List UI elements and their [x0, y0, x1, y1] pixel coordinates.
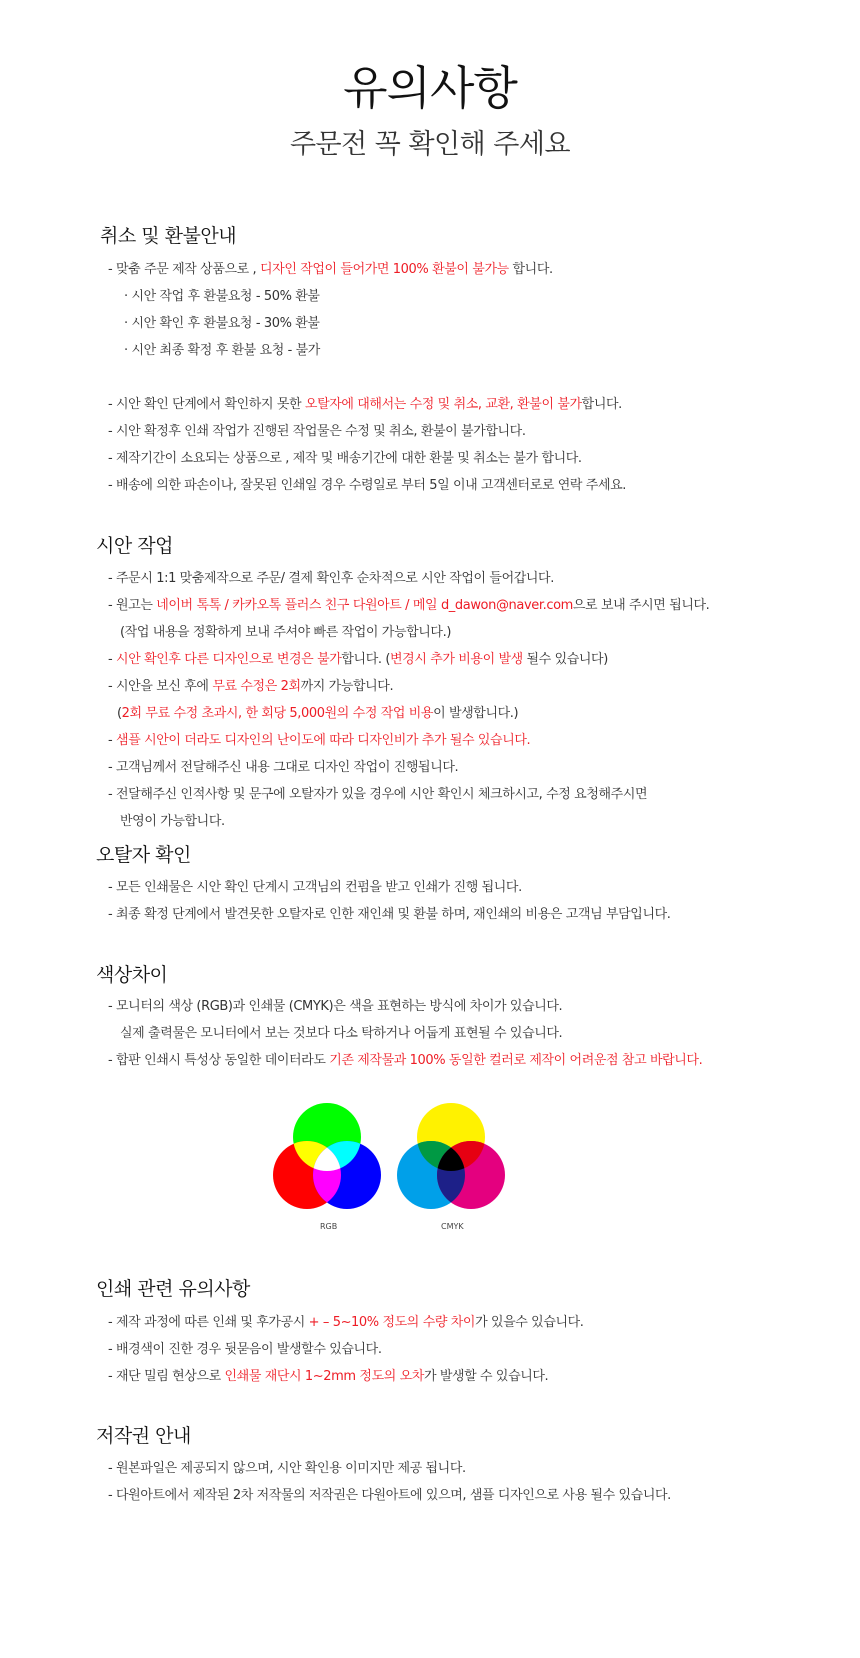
refund-line	[124, 285, 320, 304]
color-line	[108, 1049, 702, 1068]
draft-line	[108, 675, 393, 694]
refund-line	[108, 420, 526, 439]
line-text: - 모든 인쇄물은 시안 확인 단계시 고객님의 컨펌을 받고 인쇄가 진행 됩니다.	[108, 880, 522, 895]
typo-heading: 오탈자 확인	[96, 844, 191, 866]
draft-line	[108, 729, 530, 748]
refund-heading: 취소 및 환불안내	[100, 225, 237, 247]
line-text: - 고객님께서 전달해주신 내용 그대로 디자인 작업이 진행됩니다.	[108, 760, 459, 775]
highlight-text: 인쇄물 재단시 1~2mm 정도의 오차	[224, 1369, 424, 1384]
highlight-text: 시안 확인후 다른 디자인으로 변경은 불가	[116, 652, 342, 667]
print-line	[108, 1365, 548, 1384]
line-text: 합니다.	[581, 397, 622, 412]
line-text: · 시안 작업 후 환불요청 - 50% 환불	[124, 289, 320, 304]
print-heading: 인쇄 관련 유의사항	[96, 1278, 250, 1300]
color-heading: 색상차이	[96, 964, 168, 986]
draft-line	[108, 648, 608, 667]
line-text: - 원본파일은 제공되지 않으며, 시안 확인용 이미지만 제공 됩니다.	[108, 1461, 466, 1476]
highlight-text: 네이버 톡톡 / 카카오톡 플러스 친구 다원아트 / 메일 d_dawon@naver.com	[156, 598, 573, 613]
color-line	[120, 1022, 562, 1041]
line-text: 합니다. (	[341, 652, 391, 667]
refund-line	[108, 393, 622, 412]
line-text: - 합판 인쇄시 특성상 동일한 데이터라도	[108, 1053, 330, 1068]
draft-line	[120, 621, 451, 640]
line-text: - 제작기간이 소요되는 상품으로 , 제작 및 배송기간에 대한 환불 및 취소는 불가 합니다.	[108, 451, 582, 466]
line-text: 가 발생할 수 있습니다.	[423, 1369, 549, 1384]
rgb-diagram	[273, 1103, 381, 1209]
line-text: - 모니터의 색상 (RGB)과 인쇄물 (CMYK)은 색을 표현하는 방식에 차이가 있습니다.	[108, 999, 563, 1014]
line-text: 될수 있습니다)	[522, 652, 608, 667]
line-text: (작업 내용을 정확하게 보내 주셔야 빠른 작업이 가능합니다.)	[120, 625, 451, 640]
highlight-text: 무료 수정은 2회	[212, 679, 301, 694]
line-text: 실제 출력물은 모니터에서 보는 것보다 다소 탁하거나 어둡게 표현될 수 있습니다.	[120, 1026, 563, 1041]
page-subtitle: 주문전 꼭 확인해 주세요	[289, 129, 571, 160]
highlight-text: 오탈자에 대해서는 수정 및 취소, 교환, 환불이 불가	[304, 397, 582, 412]
refund-line	[124, 339, 320, 358]
highlight-text: + – 5~10% 정도의 수량 차이	[308, 1315, 476, 1330]
refund-line	[108, 474, 626, 493]
copyright-line	[108, 1457, 466, 1476]
line-text: - 맞춤 주문 제작 상품으로 ,	[108, 262, 260, 277]
line-text: 이 발생합니다.)	[433, 706, 519, 721]
line-text: - 시안을 보신 후에	[108, 679, 213, 694]
refund-line	[108, 447, 582, 466]
typo-line	[108, 876, 522, 895]
rgb-label: RGB	[320, 1222, 338, 1231]
highlight-text: 디자인 작업이 들어가면 100% 환불이 불가능	[260, 262, 509, 277]
copyright-line	[108, 1484, 671, 1503]
draft-line	[108, 594, 709, 613]
line-text: - 제작 과정에 따른 인쇄 및 후가공시	[108, 1315, 309, 1330]
line-text: - 원고는	[108, 598, 157, 613]
line-text: 반영이 가능합니다.	[120, 814, 225, 829]
line-text: 으로 보내 주시면 됩니다.	[572, 598, 710, 613]
draft-line	[120, 810, 225, 829]
typo-line	[108, 903, 671, 922]
line-text: -	[108, 733, 117, 748]
line-text: - 재단 밀림 현상으로	[108, 1369, 225, 1384]
line-text: - 배경색이 진한 경우 뒷묻음이 발생할수 있습니다.	[108, 1342, 382, 1357]
color-line	[108, 995, 562, 1014]
highlight-text: 샘플 시안이 더라도 디자인의 난이도에 따라 디자인비가 추가 될수 있습니다.	[116, 733, 531, 748]
line-text: · 시안 최종 확정 후 환불 요청 - 불가	[124, 343, 320, 358]
draft-line	[108, 567, 554, 586]
line-text: - 최종 확정 단계에서 발견못한 오탈자로 인한 재인쇄 및 환불 하며, 재인쇄의 비용은 고객님 부담입니다.	[108, 907, 671, 922]
draft-line	[108, 756, 458, 775]
cmyk-label: CMYK	[441, 1222, 464, 1231]
cmyk-diagram	[397, 1103, 505, 1209]
copyright-heading: 저작권 안내	[96, 1425, 191, 1447]
print-line	[108, 1311, 584, 1330]
highlight-text: 기존 제작물과 100% 동일한 컬러로 제작이 어려운점 참고 바랍니다.	[329, 1053, 703, 1068]
line-text: · 시안 확인 후 환불요청 - 30% 환불	[124, 316, 320, 331]
line-text: - 시안 확인 단계에서 확인하지 못한	[108, 397, 305, 412]
line-text: 가 있을수 있습니다.	[475, 1315, 584, 1330]
line-text: 합니다.	[508, 262, 553, 277]
line-text: - 주문시 1:1 맞춤제작으로 주문/ 결제 확인후 순차적으로 시안 작업이 들어갑니다.	[108, 571, 554, 586]
line-text: (	[117, 706, 122, 721]
line-text: 까지 가능합니다.	[300, 679, 394, 694]
refund-line	[108, 258, 553, 277]
draft-heading: 시안 작업	[96, 535, 173, 557]
draft-line	[108, 783, 647, 802]
line-text: - 전달해주신 인적사항 및 문구에 오탈자가 있을 경우에 시안 확인시 체크하시고, 수정 요청해주시면	[108, 787, 648, 802]
line-text: -	[108, 652, 117, 667]
highlight-text: 2회 무료 수정 초과시, 한 회당 5,000원의 수정 작업 비용	[121, 706, 434, 721]
highlight-text: 변경시 추가 비용이 발생	[390, 652, 523, 667]
color-model-diagram	[265, 1095, 525, 1235]
line-text: - 시안 확정후 인쇄 작업가 진행된 작업물은 수정 및 취소, 환불이 불가합니다.	[108, 424, 526, 439]
print-line	[108, 1338, 382, 1357]
line-text: - 다원아트에서 제작된 2차 저작물의 저작권은 다원아트에 있으며, 샘플 디자인으로 사용 될수 있습니다.	[108, 1488, 671, 1503]
draft-line	[117, 702, 518, 721]
line-text: - 배송에 의한 파손이나, 잘못된 인쇄일 경우 수령일로 부터 5일 이내 고객센터로로 연락 주세요.	[108, 478, 626, 493]
refund-line	[124, 312, 320, 331]
page-title: 유의사항	[343, 61, 517, 115]
